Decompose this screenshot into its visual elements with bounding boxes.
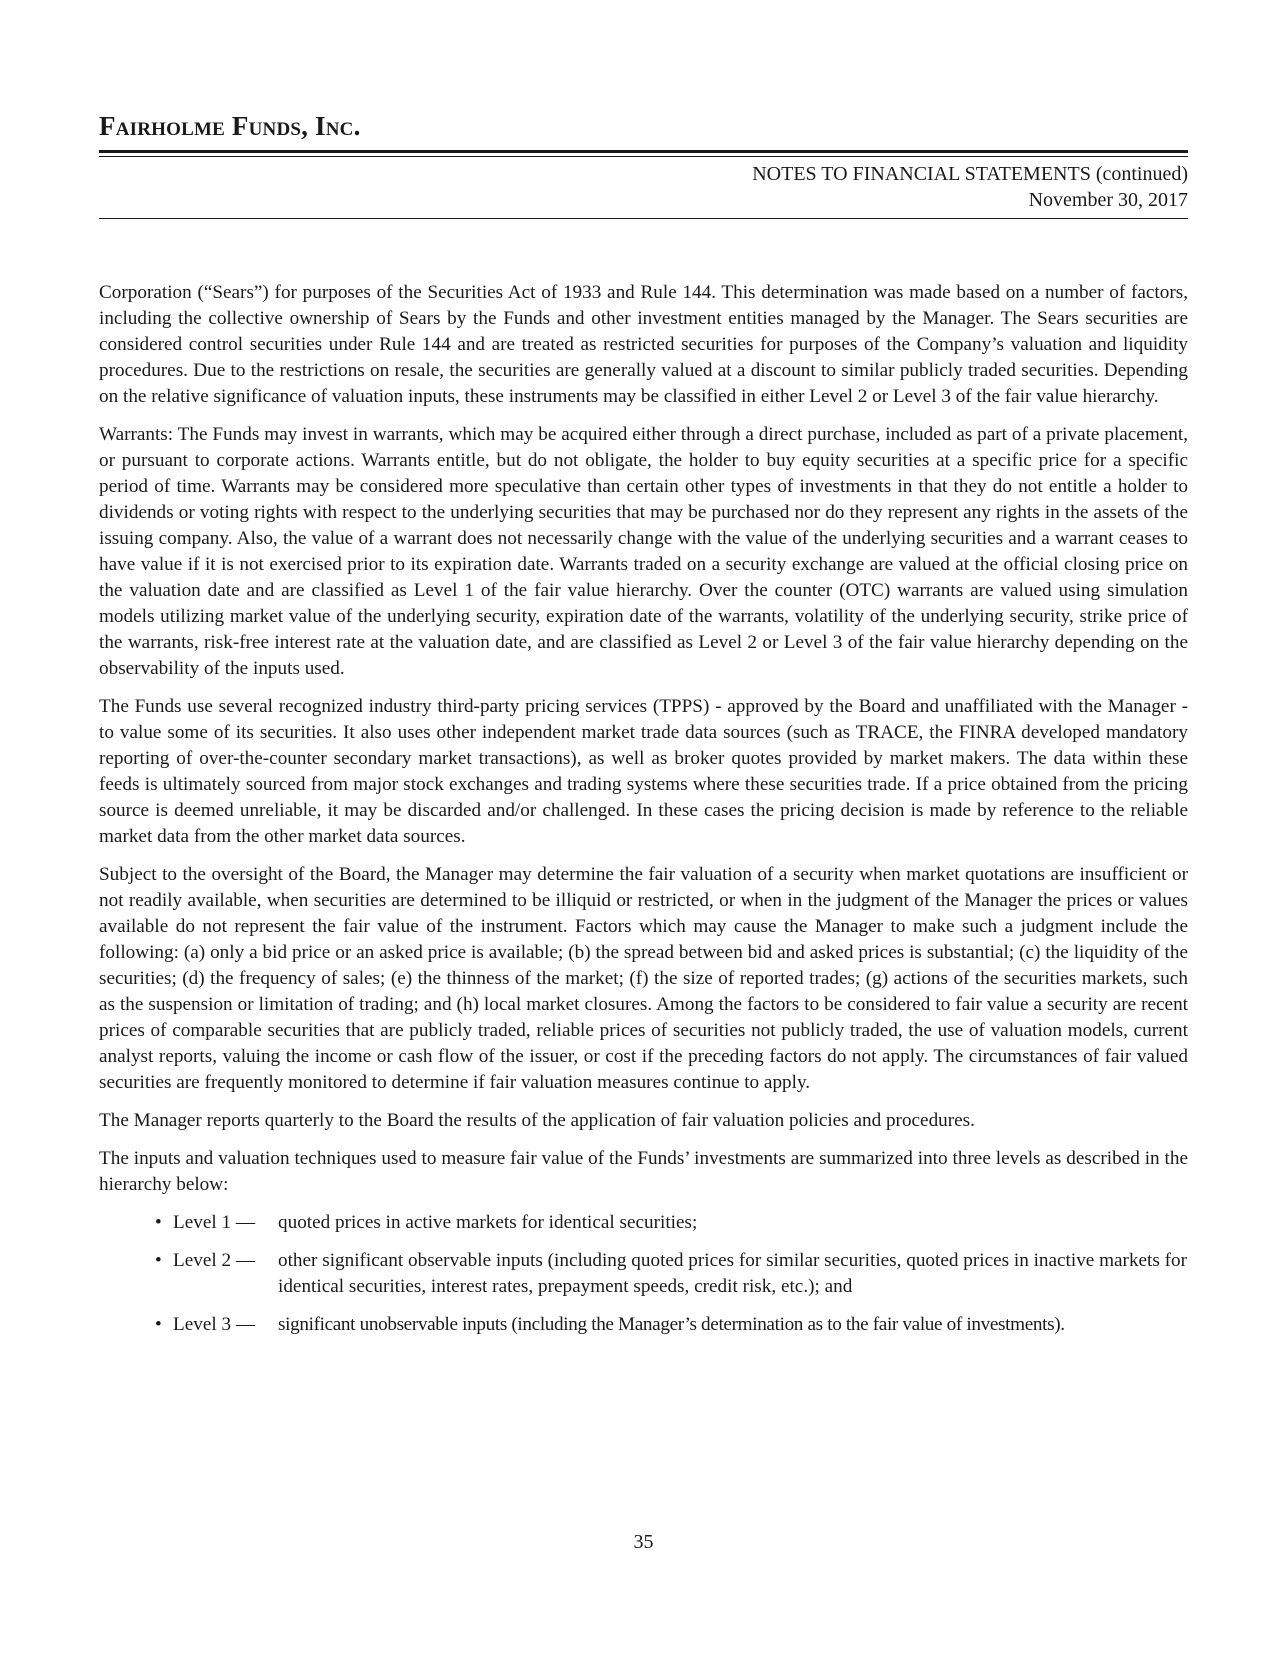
body-text [99,280,1188,1350]
bullet-icon: • [155,1212,162,1233]
statement-date: November 30, 2017 [1028,189,1188,211]
paragraph-sears: Corporation (“Sears”) for purposes of the Securities Act of 1933 and Rule 144. This determination was made based on a number of factors, including the collective ownership of Sears by the Funds and other investment entities managed by the Manager. The Sears securities are considered control securities under Rule 144 and are treated as restricted securities for purposes of the Company’s valuation and liquidity procedures. Due to the restrictions on resale, the securities are generally valued at a discount to similar publicly traded securities. Depending on the relative significance of valuation inputs, these instruments may be classified in either Level 2 or Level 3 of the fair value hierarchy. [99,282,1188,407]
header-rule-bottom [99,218,1188,219]
paragraph-fair-valuation: Subject to the oversight of the Board, the Manager may determine the fair valuation of a security when market quotations are insufficient or not readily available, when securities are determined to be illiquid or restricted, or when in the judgment of the Manager the prices or values available do not represent the fair value of the instrument. Factors which may cause the Manager to make such a judgment include the following: (a) only a bid price or an asked price is available; (b) the spread between bid and asked prices is substantial; (c) the liquidity of the securities; (d) the frequency of sales; (e) the thinness of the market; (f) the size of reported trades; (g) actions of the securities markets, such as the suspension or limitation of trading; and (h) local market closures. Among the factors to be considered to fair value a security are recent prices of comparable securities that are publicly traded, reliable prices of securities not publicly traded, the use of valuation models, current analyst reports, valuing the income or cash flow of the issuer, or cost if the preceding factors do not apply. The circumstances of fair valued securities are frequently monitored to determine if fair valuation measures continue to apply. [99,864,1188,1093]
list-item-level-1 [99,1210,1238,1236]
page-number: 35 [633,1531,654,1553]
header-rule-thin [99,156,1188,157]
level-label: Level 1 — [173,1212,256,1233]
level-label: Level 3 — [173,1314,256,1335]
list-item-level-3 [99,1312,1238,1338]
level-label: Level 2 — [173,1250,256,1271]
level-description: quoted prices in active markets for identical securities; [278,1212,698,1233]
level-description: other significant observable inputs (including quoted prices for similar securities, quoted prices in inactive markets for identical securities, interest rates, prepayment speeds, credit risk, etc.); and [278,1250,1188,1297]
paragraph-quarterly-report: The Manager reports quarterly to the Board the results of the application of fair valuation policies and procedures. [99,1110,975,1131]
bullet-icon: • [155,1314,162,1335]
paragraph-pricing-services: The Funds use several recognized industry third-party pricing services (TPPS) - approved by the Board and unaffiliated with the Manager - to value some of its securities. It also uses other independent market trade data sources (such as TRACE, the FINRA developed mandatory reporting of over-the-counter secondary market transactions), as well as broker quotes provided by market makers. The data within these feeds is ultimately sourced from major stock exchanges and trading systems where these securities trade. If a price obtained from the pricing source is deemed unreliable, it may be discarded and/or challenged. In these cases the pricing decision is made by reference to the reliable market data from the other market data sources. [99,696,1188,847]
company-name: Fairholme Funds, Inc. [99,111,361,141]
level-description: significant unobservable inputs (including the Manager’s determination as to the fair value of investments). [278,1314,1065,1335]
list-item-level-2 [99,1248,1238,1300]
header-rule-thick [99,150,1188,153]
paragraph-warrants: Warrants: The Funds may invest in warrants, which may be acquired either through a direct purchase, included as part of a private placement, or pursuant to corporate actions. Warrants entitle, but do not obligate, the holder to buy equity securities at a specific price for a specific period of time. Warrants may be considered more speculative than certain other types of investments in that they do not entitle a holder to dividends or voting rights with respect to the underlying securities that may be purchased nor do they represent any rights in the assets of the issuing company. Also, the value of a warrant does not necessarily change with the value of the underlying securities and a warrant ceases to have value if it is not exercised prior to its expiration date. Warrants traded on a security exchange are valued at the official closing price on the valuation date and are classified as Level 1 of the fair value hierarchy. Over the counter (OTC) warrants are valued using simulation models utilizing market value of the underlying security, expiration date of the warrants, volatility of the underlying security, strike price of the warrants, risk-free interest rate at the valuation date, and are classified as Level 2 or Level 3 of the fair value hierarchy depending on the observability of the inputs used. [99,424,1188,679]
fair-value-hierarchy-list [99,1210,1188,1338]
notes-title: NOTES TO FINANCIAL STATEMENTS (continued) [752,163,1188,185]
paragraph-hierarchy-intro: The inputs and valuation techniques used to measure fair value of the Funds’ investments are summarized into three levels as described in the hierarchy below: [99,1148,1188,1195]
document-page [99,0,1188,1668]
bullet-icon: • [155,1250,162,1271]
